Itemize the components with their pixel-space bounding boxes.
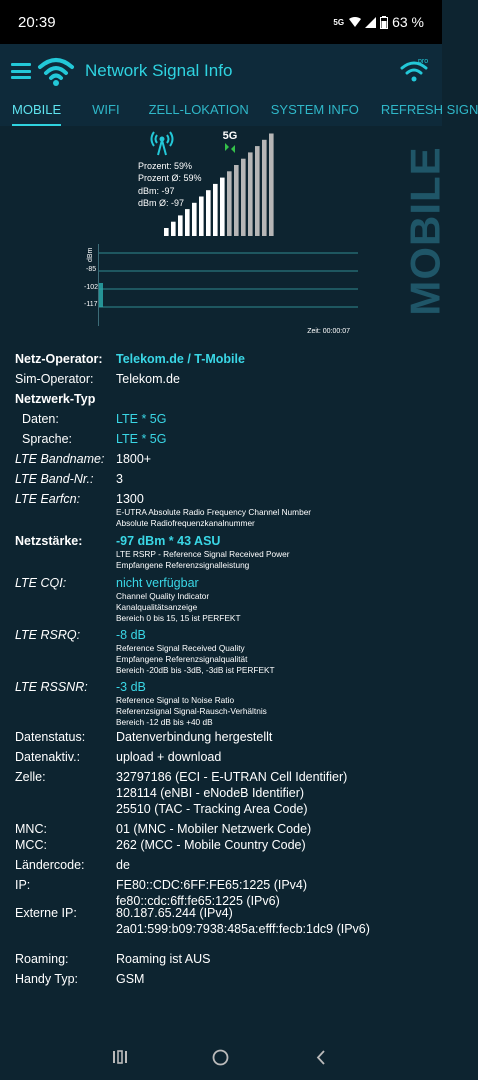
info-label: Sim-Operator:	[15, 372, 94, 386]
info-label: Zelle:	[15, 770, 46, 784]
info-label: LTE Band-Nr.:	[15, 472, 94, 486]
info-value-extra: 128114 (eNBI - eNodeB Identifier)	[116, 786, 305, 800]
info-value: de	[116, 858, 130, 872]
wifi-signal-icon	[37, 57, 75, 87]
info-label: LTE CQI:	[15, 576, 67, 590]
signal-bar	[185, 209, 190, 236]
stat-prozent: Prozent: 59%	[138, 161, 193, 171]
5g-badge: 5G	[220, 130, 240, 154]
pro-wifi-icon[interactable]	[400, 56, 430, 84]
info-description: E-UTRA Absolute Radio Frequency Channel Number	[116, 507, 312, 517]
signal-bar	[164, 228, 169, 236]
info-value: -3 dB	[116, 680, 146, 694]
signal-bar	[213, 184, 218, 236]
tab-mobile[interactable]: MOBILE	[12, 98, 61, 126]
info-description: Bereich -20dB bis -3dB, -3dB ist PERFEKT	[116, 665, 275, 675]
info-description: Bereich -12 dB bis +40 dB	[116, 717, 213, 727]
tab-zell-lokation[interactable]: ZELL-LOKATION	[148, 102, 249, 117]
info-value: Telekom.de / T-Mobile	[116, 352, 245, 366]
signal-history-graph	[82, 244, 358, 338]
info-description: Kanalqualitätsanzeige	[116, 602, 198, 612]
signal-bar	[234, 165, 239, 236]
info-label: Externe IP:	[15, 906, 77, 920]
info-label: Sprache:	[22, 432, 73, 446]
tab-wifi[interactable]: WIFI	[92, 102, 120, 117]
info-description: Reference Signal to Noise Ratio	[116, 695, 235, 705]
info-description: Reference Signal Received Quality	[116, 643, 245, 653]
info-value: 1800+	[116, 452, 152, 466]
info-label: LTE RSSNR:	[15, 680, 88, 694]
info-description: LTE RSRP - Reference Signal Received Power	[116, 549, 290, 559]
info-value: 80.187.65.244 (IPv4)	[116, 906, 233, 920]
signal-bar	[262, 140, 267, 236]
signal-bar	[269, 134, 274, 237]
signal-bar	[227, 171, 232, 236]
signal-bar	[248, 152, 253, 236]
battery-level: 63 %	[392, 14, 424, 30]
info-label: IP:	[15, 878, 31, 892]
stat-dbm: dBm: -97	[138, 185, 175, 196]
graph-tick-117: -117	[84, 301, 98, 308]
app-bar	[0, 44, 442, 98]
info-value-extra: 2a01:599:b09:7938:485a:efff:fecb:1dc9 (IPv6)	[116, 922, 370, 936]
info-value: GSM	[116, 972, 145, 986]
info-description: Absolute Radiofrequenzkanalnummer	[116, 518, 255, 528]
signal-bar	[206, 190, 211, 236]
info-value: 01 (MNC - Mobiler Netzwerk Code)	[116, 822, 312, 836]
info-value: Datenverbindung hergestellt	[116, 730, 273, 744]
info-description: Referenzsignal Signal-Rausch-Verhältnis	[116, 706, 267, 716]
battery-icon	[380, 16, 388, 29]
info-label: Netz-Operator:	[15, 352, 103, 366]
info-description: Channel Quality Indicator	[116, 591, 210, 601]
cell-signal-icon	[365, 17, 376, 28]
info-label: LTE RSRQ:	[15, 628, 81, 642]
info-value: Roaming ist AUS	[116, 952, 211, 966]
signal-bar	[255, 146, 260, 236]
network-type: 5G	[333, 17, 345, 27]
side-label: MOBILE	[402, 146, 450, 316]
info-description: Empfangene Referenzsignalqualität	[116, 654, 248, 664]
stat-prozent-avg: Prozent Ø: 59%	[138, 173, 202, 184]
info-value: -8 dB	[116, 628, 146, 642]
info-value: -97 dBm * 43 ASU	[116, 534, 221, 548]
tab-refresh-signal[interactable]: REFRESH SIGN	[380, 102, 478, 117]
info-value: 32797186 (ECI - E-UTRAN Cell Identifier)	[116, 770, 348, 784]
info-label: Daten:	[22, 412, 59, 426]
graph-tick-85: -85	[86, 266, 97, 273]
info-value-extra: 25510 (TAC - Tracking Area Code)	[116, 802, 308, 816]
info-label: MCC:	[15, 838, 47, 852]
info-value: upload + download	[116, 750, 222, 764]
info-value: 1300	[116, 492, 144, 506]
info-description: Empfangene Referenzsignalleistung	[116, 560, 250, 570]
tab-system-info[interactable]: SYSTEM INFO	[270, 102, 359, 117]
home-icon[interactable]	[212, 1049, 229, 1066]
signal-bar	[178, 215, 183, 236]
info-label: Netzwerk-Typ	[15, 392, 96, 406]
tab-bar	[0, 98, 478, 126]
info-label: Roaming:	[15, 952, 69, 966]
graph-plot	[98, 244, 358, 326]
info-value-extra: fe80::cdc:6ff:fe65:1225 (IPv6)	[116, 894, 280, 908]
info-label: Datenaktiv.:	[15, 750, 81, 764]
info-label: LTE Bandname:	[15, 452, 105, 466]
info-value: Telekom.de	[116, 372, 180, 386]
info-value: 262 (MCC - Mobile Country Code)	[116, 838, 306, 852]
info-label: MNC:	[15, 822, 47, 836]
info-description: Bereich 0 bis 15, 15 ist PERFEKT	[116, 613, 241, 623]
status-bar	[0, 0, 442, 44]
info-label: Ländercode:	[15, 858, 85, 872]
pro-badge: pro	[418, 58, 429, 65]
navigation-bar	[0, 1030, 442, 1080]
info-value: 3	[116, 472, 123, 486]
signal-stats	[138, 160, 202, 209]
info-value: FE80::CDC:6FF:FE65:1225 (IPv4)	[116, 878, 308, 892]
signal-bar	[220, 178, 225, 236]
graph-bar	[99, 283, 103, 307]
graph-y-unit: dBm	[87, 247, 94, 262]
info-value: LTE * 5G	[116, 432, 167, 446]
menu-icon[interactable]	[11, 63, 31, 79]
info-label: Handy Typ:	[15, 972, 79, 986]
info-value: nicht verfügbar	[116, 576, 199, 590]
graph-time: Zeit: 00:00:07	[307, 328, 350, 335]
graph-tick-102: -102	[84, 284, 99, 291]
stat-dbm-avg: dBm Ø: -97	[138, 197, 185, 208]
status-icons	[333, 14, 424, 30]
status-time: 20:39	[18, 13, 56, 31]
signal-bar	[171, 222, 176, 236]
wifi-status-icon	[349, 17, 361, 28]
info-label: LTE Earfcn:	[15, 492, 81, 506]
back-icon[interactable]	[316, 1050, 326, 1065]
app-title: Network Signal Info	[85, 61, 233, 80]
info-label: Netzstärke:	[15, 534, 83, 548]
info-label: Datenstatus:	[15, 730, 86, 744]
signal-bar	[241, 159, 246, 236]
info-value: LTE * 5G	[116, 412, 167, 426]
recents-icon[interactable]	[112, 1050, 128, 1064]
mobile-content	[0, 126, 450, 1030]
